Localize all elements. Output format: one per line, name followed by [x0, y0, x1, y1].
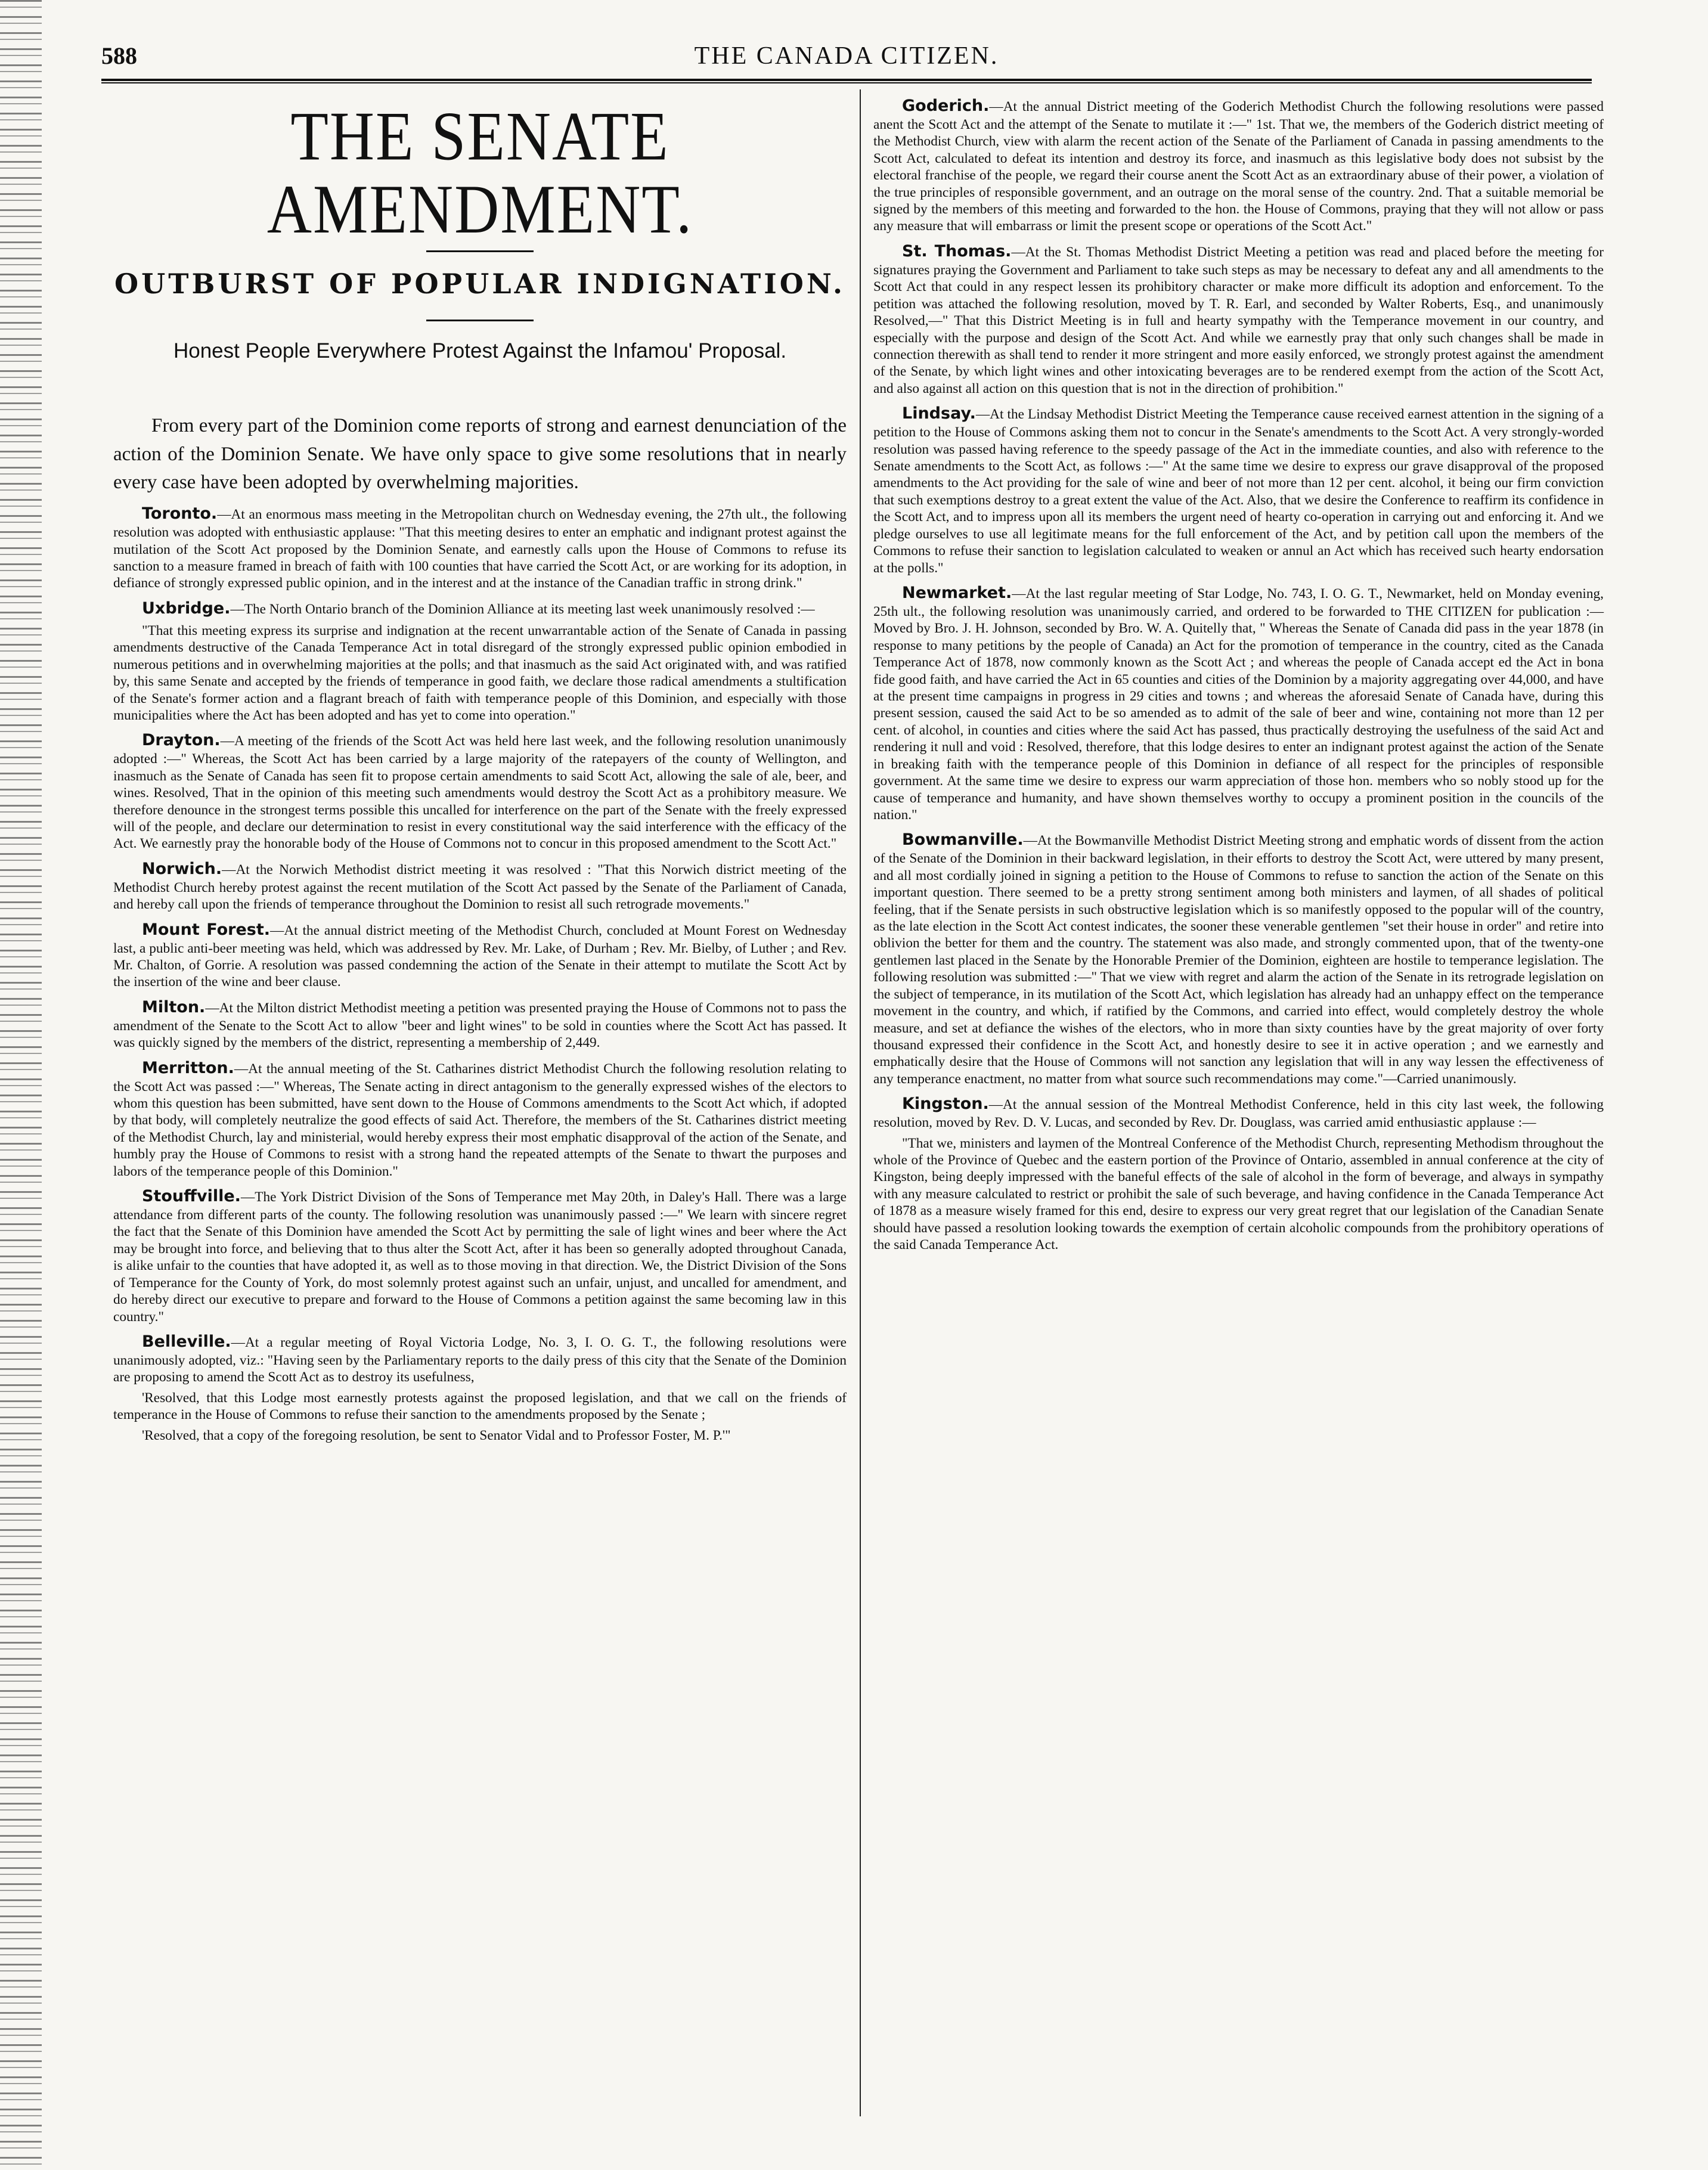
place-name: Bowmanville. [902, 830, 1024, 850]
resolution-item [873, 830, 1604, 1087]
right-items [873, 97, 1604, 1254]
item-text: —At the annual District meeting of the Goderich Methodist Church the following resolutions were passed anent the Scott Act and the attempt of the Senate to mutilate it :—" 1st. That we, the members of the Goderich district meeting of the Methodist Church, view with alarm the recent action of the Senate of the Parliament of Canada in passing amendments to the Scott Act, calculated to defeat its intention and destroy its force, and inasmuch as this legislative body does not subsist by the electoral franchise of the people, we regard their course anent the Scott Act as an extraordinary abuse of their power, a violation of the true principles of responsible government, and an outrage on the moral sense of the country. 2nd. That a suitable memorial be signed by the members of this meeting and forwarded to the hon. the House of Commons, praying that they will not allow or pass any measure that will embarrass or limit the present scope or operations of the Scott Act." [873, 99, 1604, 234]
resolution-item [873, 97, 1604, 235]
item-text: "That we, ministers and laymen of the Montreal Conference of the Methodist Church, representing Methodism throughout the whole of the Province of Quebec and the eastern portion of the Province of Ontario, assembled in annual conference at the city of Kingston, being deeply impressed with the baneful effects of the sale of alcohol in the form of beverage, and always in sympathy with any measure calculated to restrict or prohibit the sale of such beverage, and having confidence in the Canada Temperance Act of 1878 as a measure wisely framed for this end, desire to express our very great regret that our legislation of the Canadian Senate should have passed a resolution looking towards the exemption of certain alcoholic compounds from the prohibitory operations of the said Canada Temperance Act. [873, 1135, 1604, 1253]
running-head: THE CANADA CITIZEN. [694, 42, 999, 70]
item-text: —At the Norwich Methodist district meeting it was resolved : "That this Norwich district meeting of the Methodist Church hereby protest against the recent mutilation of the Scott Act passed by the Senate of the Parliament of Canada, and hereby call upon the friends of temperance throughout the Dominion to resist all such retrograde movements." [113, 861, 847, 913]
item-text: 'Resolved, that a copy of the foregoing resolution, be sent to Senator Vidal and to Professor Foster, M. P.'" [142, 1427, 731, 1443]
place-name: Mount Forest. [142, 920, 271, 939]
right-column [873, 89, 1604, 2128]
resolution-item [113, 504, 847, 592]
place-name: Drayton. [142, 731, 221, 750]
item-text: —At the Lindsay Methodist District Meeting the Temperance cause received earnest attention in the signing of a petition to the House of Commons asking them not to concur in the Senate's amendments to the Scott Act. A very strongly-worded resolution was passed having reference to the speedy passage of the Act in the immediate counties, and also with reference to the Senate amendments to the Scott Act, as follows :—" At the same time we desire to express our grave disapproval of the proposed amendments to the Act providing for the sale of wine and beer of not more than 12 per cent. alcohol, it being our firm conviction that such exemptions destroy to a great extent the value of the Act. Also, that we desire the Conference to reaffirm its confidence in the Scott Act, and to impress upon all its members the urgent need of hearty co-operation in carrying out and enforcing it. And we pledge ourselves to use all legitimate means for the full enforcement of the Act, and by petition call upon the members of the Commons to refuse their sanction to legislation calculated to weaken or annul an Act which has received such hearty endorsation at the polls." [873, 407, 1604, 576]
resolution-quote [873, 1135, 1604, 1254]
resolution-quote [113, 1390, 847, 1424]
resolution-item [873, 1095, 1604, 1131]
item-text: —At the Milton district Methodist meeting a petition was presented praying the House of Commons not to pass the amendment of the Senate to the Scott Act to allow "beer and light wines" to be sold in counties where the Scott Act has passed. It was quickly signed by the members of the district, representing a membership of 2,449. [113, 1000, 847, 1051]
item-text: —At a regular meeting of Royal Victoria Lodge, No. 3, I. O. G. T., the following resolutions were unanimously adopted, viz.: "Having seen by the Parliamentary reports to the daily press of this city that the Senate of the Dominion are proposing to amend the Scott Act as to destroy its usefulness, [113, 1334, 847, 1385]
resolution-item [873, 404, 1604, 576]
place-name: Stouffville. [142, 1187, 241, 1206]
resolution-quote [113, 622, 847, 724]
resolution-item [113, 920, 847, 991]
article-title: THE SENATE AMENDMENT. [266, 98, 693, 248]
place-name: Toronto. [142, 504, 218, 523]
left-column [113, 89, 847, 2128]
resolution-item [113, 731, 847, 852]
item-text: —At the St. Thomas Methodist District Meeting a petition was read and placed before the meeting for signatures praying the Government and Parliament to take such steps as may be necessary to defeat any and all amendments to the Scott Act that could in any respect lessen its prohibitory character or make more difficult its adoption and enforcement. To the petition was attached the following resolution, moved by T. R. Earl, and seconded by Walter Roberts, Esq., and unanimously Resolved,—" That this District Meeting is in full and hearty sympathy with the Temperance movement in our country, and especially with the purpose and design of the Scott Act. And while we earnestly pray that only such changes shall be made in connection therewith as shall tend to render it more stringent and more easily enforced, we strongly protest against the amendment of the Senate, by which light wines and other intoxicating beverages are to be rendered exempt from the action of the Scott Act, and also against all action on this question that is not in the direction of prohibition." [873, 244, 1604, 396]
page-number: 588 [101, 42, 137, 69]
item-text: —At the Bowmanville Methodist District Meeting strong and emphatic words of dissent from the action of the Senate of the Dominion in their backward legislation, in their efforts to destroy the Scott Act, were uttered by many present, and all most cordially joined in signing a petition to the House of Commons to refuse to sanction the action of the Senate on this important question. There seemed to be a pretty strong sentiment among both ministers and laymen, of all shades of political feeling, that if the Senate persists in such obstructive legislation which is so manifestly opposed to the popular will of the country, as the late election in the Scott Act contest indicates, the sooner these venerable gentlemen "set their house in order" and retire into oblivion the better for them and the country. The statement was also made, and strongly commented upon, that of the twenty-one gentlemen last placed in the Senate by the Honorable Premier of the Dominion, eighteen are hostile to temperance legislation. The following resolution was submitted :—" That we view with regret and alarm the action of the Senate in its retrograde legislation on the subject of temperance, in its mutilation of the Scott Act, which legislation has already had an unhappy effect on the temperance movement in the country, and which, if ratified by the Commons, and carried into effect, would completely destroy the whole measure, and set at defiance the wishes of the electors, who in more than sixty counties have by the great majority of over forty thousand expressed their confidence in the Scott Act, and honestly desire to see it in active operation ; and we earnestly and emphatically desire that the House of Commons will not sanction any legislation that will in any way lessen the effectiveness of any temperance enactment, no matter from what source such recommendations may come."—Carried unanimously. [873, 833, 1604, 1087]
column-divider [860, 89, 861, 2116]
place-name: Lindsay. [902, 404, 976, 423]
place-name: Norwich. [142, 859, 222, 878]
resolution-item [873, 242, 1604, 397]
place-name: Merritton. [142, 1058, 234, 1077]
resolution-item [113, 599, 847, 619]
place-name: Belleville. [142, 1332, 231, 1351]
item-text: —At the annual session of the Montreal Methodist Conference, held in this city last week, the following resolution, moved by Rev. D. V. Lucas, and seconded by Rev. Dr. Douglass, was carried amid enthusiastic applause :— [873, 1097, 1604, 1131]
resolution-item [113, 998, 847, 1052]
item-text: —At the annual district meeting of the Methodist Church, concluded at Mount Forest on Wednesday last, a public anti-beer meeting was held, which was addressed by Rev. Mr. Lake, of Durham ; Rev. Mr. Bielby, of Luther ; and Rev. Mr. Chalton, of Gorrie. A resolution was passed condemning the action of the Senate in their attempt to mutilate the Scott Act by the insertion of the wine and beer clause. [113, 922, 847, 990]
subtitle-rule [426, 320, 534, 321]
resolution-item [873, 584, 1604, 823]
binding-edge [0, 0, 42, 2170]
place-name: Goderich. [902, 97, 990, 115]
resolution-quote [113, 1427, 847, 1444]
item-text: —At the annual meeting of the St. Catharines district Methodist Church the following resolution relating to the Scott Act was passed :—" Whereas, The Senate acting in direct antagonism to the generally expressed wishes of the electors to whom this question has been submitted, have sent down to the House of Commons amendments to the Scott Act which, if adopted by that body, will completely neutralize the good effects of said Act. Therefore, the members of the St. Catharines district meeting of the Methodist Church, lay and ministerial, would hereby express their most emphatic disapproval of the action of the Senate, and humbly pray the House of Commons to resist with a strong hand the repeated attempts of the Senate to thwart the purposes and labors of the temperance people of this Dominion." [113, 1061, 847, 1179]
place-name: Kingston. [902, 1095, 989, 1114]
item-text: 'Resolved, that this Lodge most earnestly protests against the proposed legislation, and that we call on the friends of temperance in the House of Commons to refuse their sanction to the amendments proposed by the Senate ; [113, 1390, 847, 1423]
item-text: —At an enormous mass meeting in the Metropolitan church on Wednesday evening, the 27th ult., the following resolution was adopted with enthusiastic applause: "That this meeting desires to enter an emphatic and indignant protest against the mutilation of the Scott Act proposed by the Dominion Senate, and earnestly calls upon the House of Commons to refuse its sanction to a measure framed in breach of faith with 100 counties that have carried the Scott Act, or are working for its adoption, in defiance of strongly expressed public opinion, and in the interest and at the instance of the Canadian traffic in strong drink." [113, 507, 847, 591]
place-name: St. Thomas. [902, 241, 1012, 261]
resolution-item [113, 1059, 847, 1180]
article-intro: From every part of the Dominion come reports of strong and earnest denunciation of the action of the Dominion Senate. We have only space to give some resolutions that in nearly every case have been adopted by overwhelming majorities. [113, 414, 847, 494]
item-text: "That this meeting express its surprise and indignation at the recent unwarrantable action of the Senate of Canada in passing amendments destructive of the Canada Temperance Act in total disregard of the strongly expressed public opinion embodied in numerous petitions and in overwhelming majorities at the polls; and that inasmuch as the said Act originated with, and was ratified by, this same Senate and accepted by the friends of temperance in good faith, we declare those radical amendments a stultification of the Senate's former action and a flagrant breach of faith with temperance people of this Dominion, and especially with those municipalities where the Act has been adopted and has yet to come into operation." [113, 622, 847, 723]
article-subtitle: OUTBURST OF POPULAR INDIGNATION. [114, 268, 845, 300]
resolution-item [113, 1332, 847, 1386]
header-rule [101, 79, 1592, 83]
page-header [101, 42, 1592, 78]
title-rule [426, 250, 534, 252]
left-items [113, 504, 847, 1444]
article-deck: Honest People Everywhere Protest Against the Infamou' Proposal. [173, 339, 787, 362]
resolution-item [113, 1187, 847, 1325]
item-text: —The York District Division of the Sons of Temperance met May 20th, in Daley's Hall. There was a large attendance from different parts of the county. The following resolution was unanimously passed :—" We learn with sincere regret the fact that the Senate of this Dominion have amended the Scott Act by permitting the sale of light wines and beer where the Act may be brought into force, and believing that to thus alter the Scott Act, after it has been so generally adopted throughout Canada, is alike unfair to the counties that have adopted it, as well as to those moving in that direction. We, the District Division of the Sons of Temperance for the County of York, do most solemnly protest against such an unfair, unjust, and uncalled for amendment, and do hereby direct our executive to prepare and forward to the House of Commons a petition against the same becoming law in this country." [113, 1189, 847, 1325]
place-name: Newmarket. [902, 583, 1012, 602]
item-text: —The North Ontario branch of the Dominion Alliance at its meeting last week unanimously resolved :— [230, 601, 815, 617]
item-text: —A meeting of the friends of the Scott Act was held here last week, and the following resolution unanimously adopted :—" Whereas, the Scott Act has been carried by a large majority of the ratepayers of the county of Wellington, and inasmuch as the Senate of Canada has seen fit to propose certain amendments to said Scott Act, allowing the sale of ale, beer, and wines. Resolved, That in the opinion of this meeting such amendments would destroy the Scott Act as a prohibitory measure. We therefore denounce in the strongest terms possible this uncalled for interference on the part of the Senate with the freely expressed will of the people, and declare our determination to resist in every constitutional way the said interference with the efficacy of the Act. We earnestly pray the honorable body of the House of Commons not to concur in this proposed amendment to the Scott Act." [113, 733, 847, 852]
resolution-item [113, 860, 847, 913]
place-name: Uxbridge. [142, 599, 231, 618]
item-text: —At the last regular meeting of Star Lodge, No. 743, I. O. G. T., Newmarket, held on Monday evening, 25th ult., the following resolution was unanimously carried, and ordered to be forwarded to THE CITIZEN for publication :—Moved by Bro. J. H. Johnson, seconded by Bro. W. A. Quitelly that, " Whereas the Senate of Canada did pass in the year 1878 (in response to many petitions by the people of Canada) an Act for the promotion of temperance in the country, cited as the Canada Temperance Act of 1878, now commonly known as the Scott Act ; and whereas the people of Canada accept ed the Act in bona fide good faith, and have carried the Act in 65 counties and cities of the Dominion by a majority aggregating over 44,000, and have at the present time campaigns in progress in 29 cities and towns ; and whereas the aforesaid Senate of Canada have, during this present session, caused the said Act to be so amended as to admit of the sale of beer and wine, containing not more than 12 per cent. of alcohol, in counties and cities where the said Act has passed, thus practically destroying the usefulness of the said Act and rendering it null and void : Resolved, therefore, that this lodge desires to enter an indignant protest against the action of the Senate in breaking faith with the temperance people of this Dominion in defiance of all respect for the principles of responsible government. At the same time we desire to express our warm appreciation of those hon. members who so nobly stood up for the cause of temperance and humanity, and have shown themselves worthy to occupy a prominent position in the councils of the nation." [873, 585, 1604, 823]
place-name: Milton. [142, 997, 206, 1016]
